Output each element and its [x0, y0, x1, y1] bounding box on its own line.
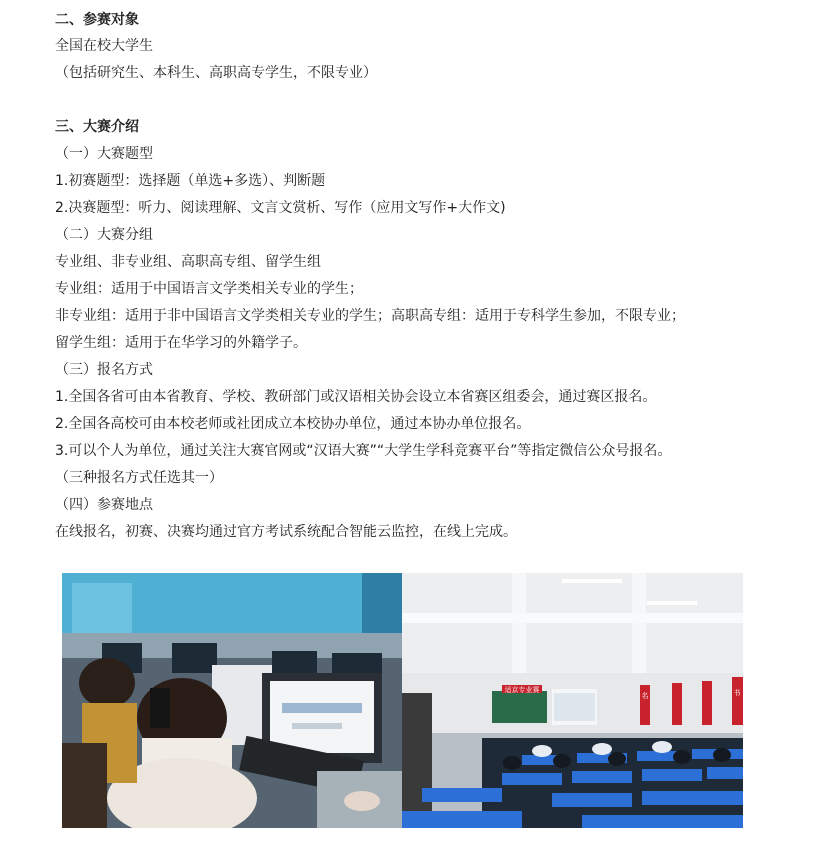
section-heading-eligibility: 二、参赛对象 [55, 12, 139, 28]
groups-text: 专业组、非专业组、高职高专组、留学生组 [55, 254, 321, 270]
photo-strip [62, 573, 743, 828]
subheading-groups: （二）大赛分组 [55, 227, 153, 243]
slogan-right: 书 [733, 689, 741, 697]
registration-item: 2.全国各高校可由本校老师或社团成立本校协办单位，通过本协办单位报名。 [55, 416, 531, 432]
registration-item: 3.可以个人为单位，通过关注大赛官网或“汉语大赛”“大学生学科竞赛平台”等指定微信公众号报名。 [55, 443, 672, 459]
subheading-question-types: （一）大赛题型 [55, 146, 153, 162]
eligibility-note: （包括研究生、本科生、高职高专学生，不限专业） [55, 65, 377, 81]
banner-text: 适京专业赛 [504, 686, 540, 694]
registration-item: 1.全国各省可由本省教育、学校、教研部门或汉语相关协会设立本省赛区组委会，通过赛区报名。 [55, 389, 657, 405]
groups-text: 专业组：适用于中国语言文学类相关专业的学生； [55, 281, 363, 297]
registration-note: （三种报名方式任选其一） [55, 470, 223, 486]
classroom-photo [402, 573, 743, 828]
question-type-item: 2.决赛题型：听力、阅读理解、文言文赏析、写作（应用文写作+大作文) [55, 200, 506, 216]
groups-text: 留学生组：适用于在华学习的外籍学子。 [55, 335, 307, 351]
slogan-left: 名 [641, 692, 649, 700]
eligibility-text: 全国在校大学生 [55, 38, 153, 54]
groups-text: 非专业组：适用于非中国语言文学类相关专业的学生；高职高专组：适用于专科学生参加，不限专业； [55, 308, 685, 324]
subheading-registration: （三）报名方式 [55, 362, 153, 378]
section-heading-intro: 三、大赛介绍 [55, 119, 139, 135]
subheading-venue: （四）参赛地点 [55, 497, 153, 513]
question-type-item: 1.初赛题型：选择题（单选+多选）、判断题 [55, 173, 326, 189]
venue-text: 在线报名，初赛、决赛均通过官方考试系统配合智能云监控，在线上完成。 [55, 524, 517, 540]
computer-lab-photo [62, 573, 402, 828]
